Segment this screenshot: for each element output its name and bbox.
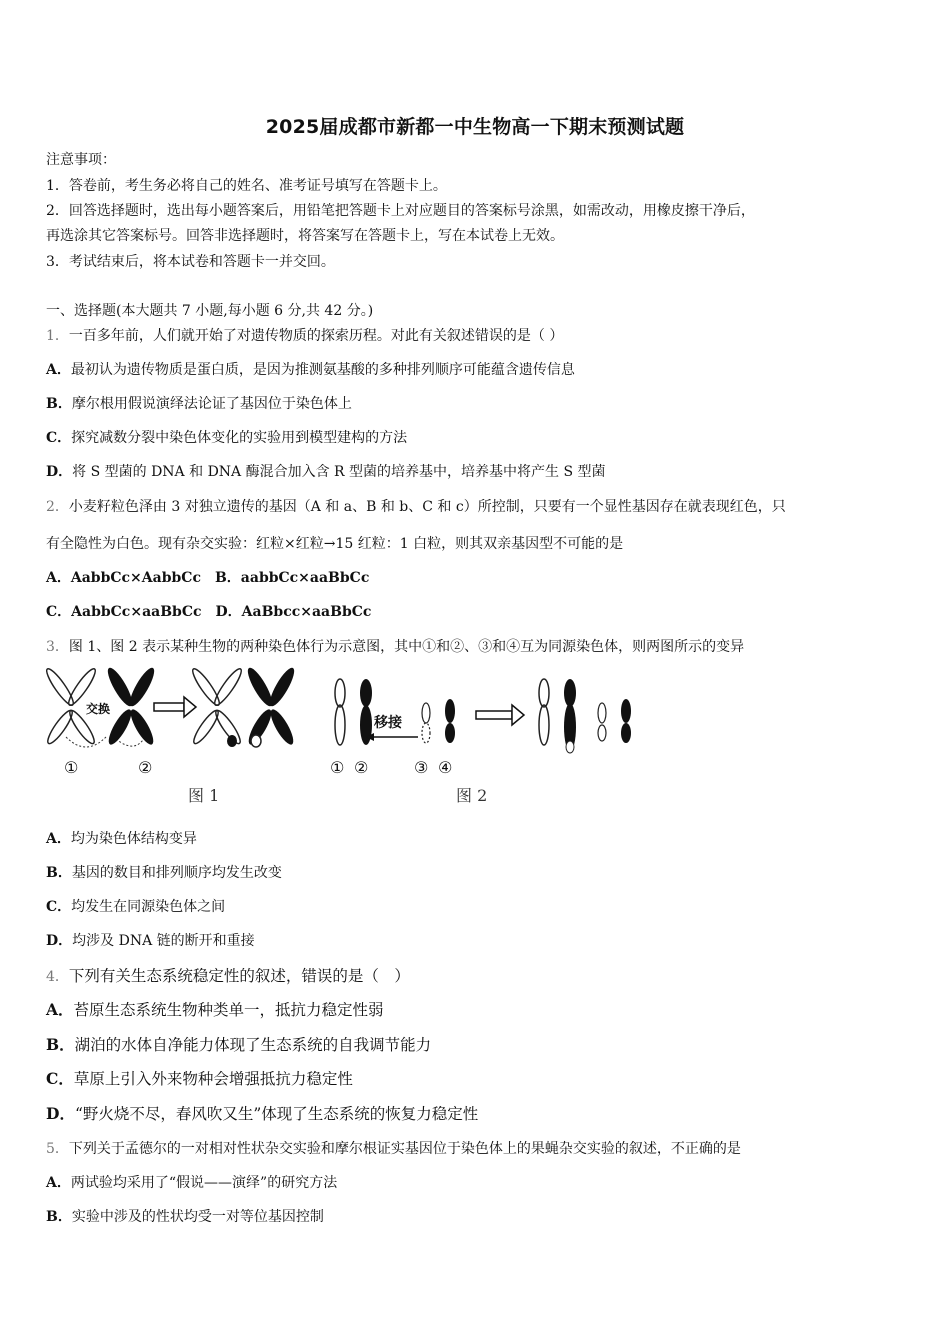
fig2-chromosome-3	[422, 703, 430, 743]
option-label: C．	[46, 1069, 74, 1088]
option-text: 均为染色体结构变异	[70, 831, 197, 847]
option-label: A．	[46, 831, 71, 847]
option-label: B．	[46, 1209, 72, 1225]
option-text: “野火烧不尽，春风吹又生”体现了生态系统的恢复力稳定性	[74, 1105, 479, 1123]
notice-item: 1．答卷前，考生务必将自己的姓名、准考证号填写在答题卡上。	[46, 178, 447, 194]
option-label: C．	[46, 430, 72, 446]
option-label: D．	[46, 933, 73, 949]
option-label: A．	[46, 362, 71, 378]
question-text: 图 1、图 2 表示某种生物的两种染色体行为示意图，其中①和②、③和④互为同源染色体，则两图所示的变异	[68, 639, 745, 655]
q4-option-c	[46, 1069, 353, 1089]
option-text: 最初认为遗传物质是蛋白质，是因为推测氨基酸的多种排列顺序可能蕴含遗传信息	[70, 362, 575, 378]
q4-option-a	[46, 1000, 384, 1020]
option-label: A．	[46, 1000, 74, 1019]
notice-item: 再选涂其它答案标号。回答非选择题时，将答案写在答题卡上，写在本试卷上无效。	[46, 228, 564, 244]
option-label: D．	[46, 1104, 75, 1123]
option-text: 苔原生态系统生物种类单一，抵抗力稳定性弱	[73, 1001, 384, 1019]
question-number: 2．	[46, 499, 69, 515]
option-label: C．	[46, 604, 72, 620]
fig1-caption: 图 1	[188, 786, 220, 805]
fig2-chromosome-4	[445, 699, 455, 743]
fig2-move-label: 移接	[374, 715, 402, 731]
option-label: B．	[46, 865, 72, 881]
fig1-mark-2: ②	[138, 758, 153, 777]
option-text: 实验中涉及的性状均受一对等位基因控制	[71, 1209, 324, 1225]
question-1-stem	[46, 326, 563, 346]
question-number: 1．	[46, 328, 69, 344]
option-text: 两试验均采用了“假说——演绎”的研究方法	[70, 1175, 338, 1191]
fig2-result-2	[564, 679, 576, 751]
option-text: 均涉及 DNA 链的断开和重接	[72, 933, 255, 949]
option-label: C．	[46, 899, 72, 915]
fig2-mark-2: ②	[354, 758, 369, 777]
notice-item: 2．回答选择题时，选出每小题答案后，用铅笔把答题卡上对应题目的答案标号涂黑，如需改动，用橡皮擦干净后，	[46, 203, 755, 219]
q1-option-c	[46, 428, 407, 448]
question-number: 4．	[46, 969, 69, 985]
notice-item: 3．考试结束后，将本试卷和答题卡一并交回。	[46, 254, 335, 270]
option-label: A．	[46, 1175, 71, 1191]
question-text: 一百多年前，人们就开始了对遗传物质的探索历程。对此有关叙述错误的是（ ）	[68, 328, 564, 344]
q1-option-d	[46, 462, 606, 482]
fig1-arrow	[154, 697, 196, 717]
fig2-mark-3: ③	[414, 758, 429, 777]
question-2-stem	[46, 497, 786, 517]
q3-option-c	[46, 897, 225, 917]
question-2-stem-cont: 有全隐性为白色。现有杂交实验：红粒×红粒→15 红粒：1 白粒，则其双亲基因型不可能的是	[46, 536, 624, 552]
question-number: 3．	[46, 639, 69, 655]
option-text: AabbCc×AabbCc B．aabbCc×aaBbCc	[70, 570, 370, 586]
option-text: 均发生在同源染色体之间	[71, 899, 226, 915]
fig2-result-1	[539, 679, 549, 745]
q2-option-cd	[46, 602, 371, 622]
option-text: 基因的数目和排列顺序均发生改变	[71, 865, 282, 881]
notice-heading: 注意事项：	[46, 152, 116, 168]
q3-option-a	[46, 829, 197, 849]
option-label: D．	[46, 464, 73, 480]
option-text: AabbCc×aaBbCc D．AaBbcc×aaBbCc	[71, 604, 372, 620]
fig1-exchange-dotted	[66, 735, 146, 747]
option-label: B．	[46, 1035, 75, 1054]
fig1-result-1	[189, 666, 244, 746]
question-number: 5．	[46, 1141, 69, 1157]
option-text: 将 S 型菌的 DNA 和 DNA 酶混合加入含 R 型菌的培养基中，培养基中将产生 S 型菌	[72, 464, 606, 480]
q3-option-b	[46, 863, 282, 883]
q5-option-a	[46, 1173, 337, 1193]
option-text: 草原上引入外来物种会增强抵抗力稳定性	[73, 1070, 353, 1088]
fig1-result-2	[244, 665, 298, 747]
q4-option-d	[46, 1104, 478, 1124]
fig2-result-4	[621, 699, 631, 743]
option-label: A．	[46, 570, 71, 586]
option-text: 探究减数分裂中染色体变化的实验用到模型建构的方法	[71, 430, 408, 446]
q2-option-ab	[46, 568, 369, 588]
question-text: 下列关于孟德尔的一对相对性状杂交实验和摩尔根证实基因位于染色体上的果蝇杂交实验的叙述，不正确的是	[68, 1141, 741, 1157]
fig2-chromosome-1	[335, 679, 345, 745]
fig2-mark-1: ①	[330, 758, 345, 777]
option-label: B．	[46, 396, 72, 412]
option-text: 湖泊的水体自净能力体现了生态系统的自我调节能力	[74, 1036, 432, 1054]
question-text: 下列有关生态系统稳定性的叙述，错误的是（ ）	[68, 967, 410, 985]
question-3-stem	[46, 637, 744, 657]
q4-option-b	[46, 1035, 431, 1055]
chromosome-figure	[46, 665, 666, 815]
fig2-result-3	[598, 703, 606, 741]
q3-option-d	[46, 931, 255, 951]
q5-option-b	[46, 1207, 324, 1227]
fig2-mark-4: ④	[438, 758, 453, 777]
fig2-arrow	[476, 705, 524, 725]
q1-option-a	[46, 360, 575, 380]
page-title: 2025届成都市新都一中生物高一下期末预测试题	[265, 116, 685, 138]
question-4-stem	[46, 966, 410, 987]
option-text: 摩尔根用假说演绎法论证了基因位于染色体上	[71, 396, 352, 412]
fig2-caption: 图 2	[456, 786, 488, 805]
question-text: 小麦籽粒色泽由 3 对独立遗传的基因（A 和 a、B 和 b、C 和 c）所控制，只要有一个显性基因存在就表现红色，只	[68, 499, 786, 515]
question-5-stem	[46, 1139, 741, 1159]
section-heading: 一、选择题(本大题共 7 小题,每小题 6 分,共 42 分。)	[46, 303, 374, 319]
fig1-swap-label: 交换	[86, 702, 111, 716]
fig1-chromosome-2	[104, 665, 158, 747]
q1-option-b	[46, 394, 352, 414]
fig1-mark-1: ①	[64, 758, 79, 777]
